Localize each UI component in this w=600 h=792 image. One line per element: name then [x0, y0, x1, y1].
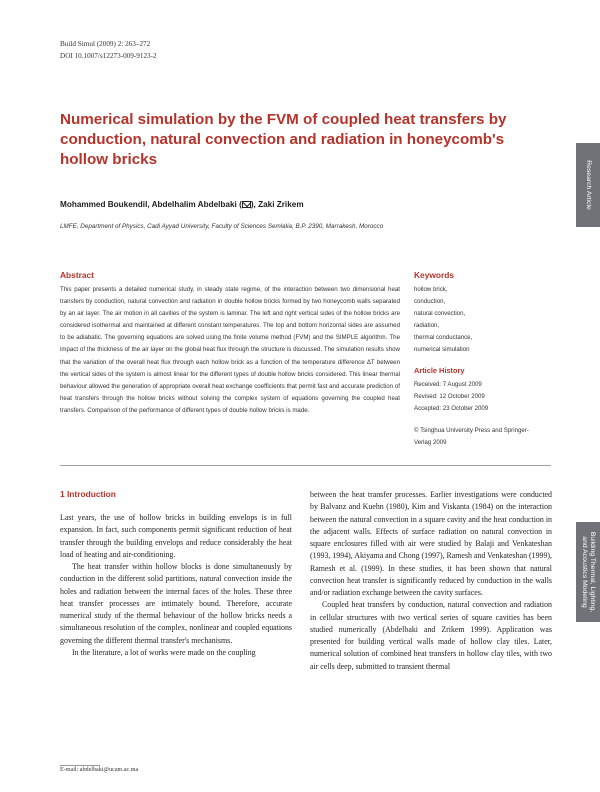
footnote-email: E-mail: abdelbaki@ucam.ac.ma: [60, 767, 139, 773]
keyword-item: thermal conductance,: [414, 334, 473, 342]
keywords-list: [414, 284, 472, 357]
paragraph: Coupled heat transfers by conduction, natural convection and radiation in cellular structures with two vertical series of square cavities has been studied numerically (Abdelbaki and Zrikem 1999). Application was presented for building vertical walls made of hollow clay tiles. Later, numerical solution of combined heat transfers in hollow clay tiles, with two air cells deep, submitted to transient thermal: [310, 600, 552, 671]
journal-citation: Build Simul (2009) 2: 263–272: [60, 40, 151, 48]
introduction-heading: 1 Introduction: [60, 489, 116, 499]
history-item: Received: 7 August 2009: [414, 381, 482, 388]
body-column-right: [310, 489, 552, 673]
abstract-heading: Abstract: [60, 270, 94, 280]
section-divider: [60, 465, 551, 466]
authors-text-1: Mohammed Boukendil, Abdelhalim Abdelbaki (: [60, 200, 242, 209]
subject-area-line: Building Thermal, Lighting,: [589, 531, 596, 613]
footnote-rule: [60, 765, 100, 766]
subject-area-label: [580, 532, 596, 612]
subject-area-tab: [576, 522, 600, 622]
paragraph: The heat transfer within hollow blocks is done simultaneously by conduction in the different solid partitions, natural convection inside the holes and radiation between the internal faces of the holes. These three heat transfer processes are intimately bound. Therefore, accurate numerical study of the thermal behaviour of the hollow bricks needs a simultaneous resolution of the complex, nonlinear and coupled equations governing the different thermal transfer's mechanisms.: [60, 562, 292, 645]
doi-line: DOI 10.1007/s12273-009-9123-2: [60, 52, 157, 60]
paper-title: Numerical simulation by the FVM of coupled heat transfers by conduction, natural convection and radiation in honeycomb's hollow bricks: [60, 111, 507, 168]
author-line: [60, 200, 304, 209]
paragraph: Last years, the use of hollow bricks in building envelops is in full expansion. In fact, such components permit significant reduction of heat transfer through the building envelops and reduce considerably the heat load of heating and air-conditioning.: [60, 513, 292, 559]
envelope-icon: [242, 201, 251, 208]
copyright-notice: © Tsinghua University Press and Springer-Verlag 2009: [414, 427, 529, 446]
paragraph: In the literature, a lot of works were made on the coupling: [72, 647, 256, 657]
history-item: Revised: 12 October 2009: [414, 393, 485, 401]
abstract-text: This paper presents a detailed numerical study, in steady state regime, of the interaction between two dimensional heat transfers by conduction, natural convection and radiation in double hollow bricks formed by two honeycomb walls separated by an air layer. The air motion in all cavities of the system is laminar. The left and right vertical sides of the hollow bricks are considered isothermal and maintained at different constant temperatures. The top and bottom horizontal sides are assumed to be adiabatic. The governing equations are solved using the finite volume method (FVM) and the SIMPLE algorithm. The impact of the thickness of the air layer on the global heat flux through the structure is discussed. The simulation results show that the variation of the overall heat flux through each hollow brick as a function of the temperature difference ΔT between the vertical sides of the system is almost linear for the different types of double hollow bricks considered. This linear thermal behaviour allowed the generation of appropriate overall heat exchange coefficients that permit fast and accurate prediction of heat transfers through the hollow bricks without solving the complex system of equations governing the coupled heat transfers. Comparison of the performance of different types of double hollow bricks is made.: [60, 286, 400, 414]
keyword-item: natural convection,: [414, 310, 466, 318]
keyword-item: conduction,: [414, 298, 446, 306]
journal-header: [60, 38, 157, 62]
authors-text-2: ), Zaki Zrikem: [250, 200, 304, 209]
keyword-item: numerical simulation: [414, 346, 470, 354]
affiliation: LMFE, Department of Physics, Cadi Ayyad University, Faculty of Sciences Semlalia, B.P. 2390, Marrakesh, Morocco: [60, 223, 384, 230]
paragraph: between the heat transfer processes. Earlier investigations were conducted by Balvanz and Kuehn (1980), Kim and Viskanta (1984) on the interaction between the natural convection in a square cavity and the heat conduction in the adjacent walls. Effects of surface radiation on natural convection in square enclosures filled with air were studied by Balaji and Venkateshan (1993, 1994), Akiyama and Chong (1997), Ramesh and Venkateshan (1999), Ramesh et al. (1999). In these studies, it has been shown that natural convection heat transfer is significantly reduced by conduction in the walls and/or radiation exchange between the cavity surfaces.: [310, 490, 553, 597]
article-type-tab: [576, 143, 600, 227]
article-type-label: Research Article: [585, 160, 592, 210]
keyword-item: hollow brick,: [414, 286, 448, 293]
body-column-left: [60, 512, 292, 659]
history-item: Accepted: 23 October 2009: [414, 405, 489, 413]
subject-area-line: and Acoustics Modeling: [581, 536, 588, 608]
keywords-heading: Keywords: [414, 270, 455, 280]
keyword-item: radiation,: [414, 322, 440, 330]
history-list: [414, 379, 488, 415]
history-heading: Article History: [414, 366, 465, 375]
